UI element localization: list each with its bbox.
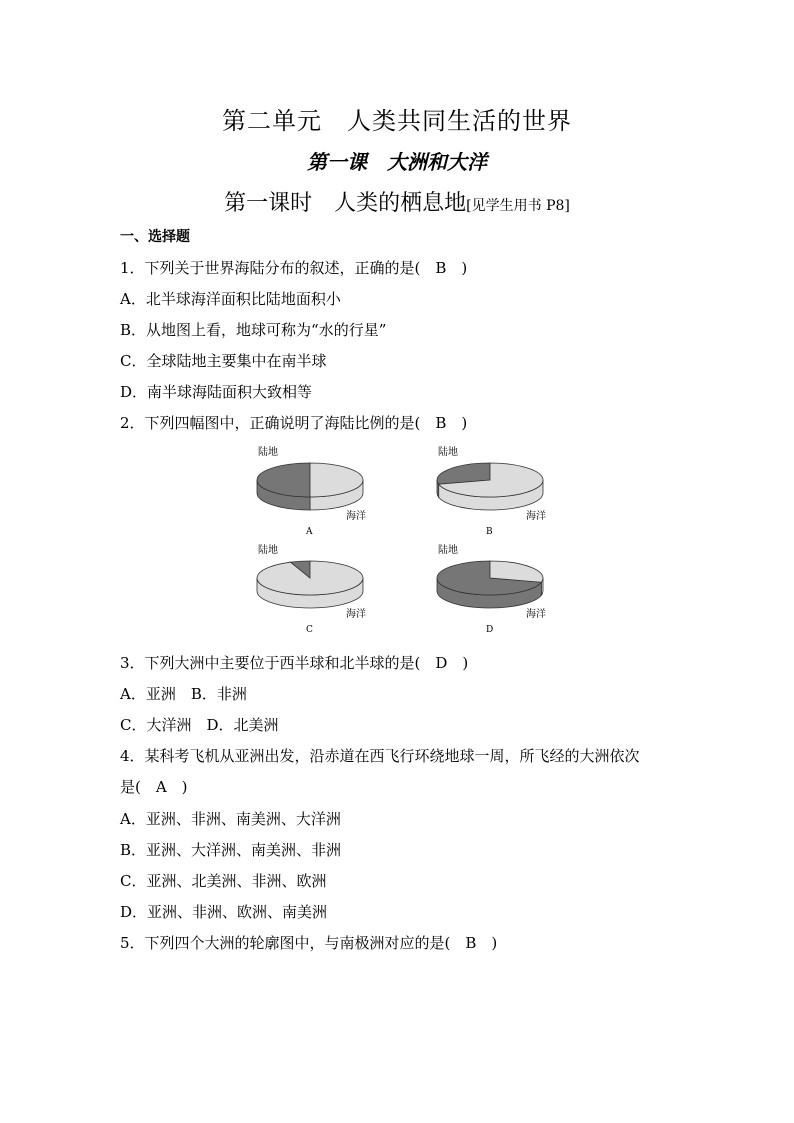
question-3-options-cd: C．大洋洲 D．北美洲 (120, 716, 279, 734)
pie-chart-figure (245, 440, 565, 640)
ocean-label: 海洋 (526, 511, 546, 522)
land-label: 陆地 (438, 545, 458, 556)
pie-chart-svg (245, 440, 565, 640)
land-label: 陆地 (258, 447, 278, 458)
question-4-option-d: D．亚洲、非洲、欧洲、南美洲 (120, 903, 328, 921)
ocean-label: 海洋 (346, 511, 366, 522)
unit-title: 第二单元 人类共同生活的世界 (222, 107, 572, 135)
land-label: 陆地 (258, 545, 278, 556)
question-3-stem: 3．下列大洲中主要位于西半球和北半球的是( D ) (120, 654, 469, 672)
question-2-stem: 2．下列四幅图中，正确说明了海陆比例的是( B ) (120, 414, 468, 432)
lesson-title: 第一课 大洲和大洋 (307, 150, 487, 174)
question-1-option-d: D．南半球海陆面积大致相等 (120, 383, 313, 401)
question-1-option-a: A．北半球海洋面积比陆地面积小 (120, 290, 341, 308)
pie-chart-c (257, 543, 366, 635)
land-label: 陆地 (438, 447, 458, 458)
ocean-slice (257, 561, 363, 595)
ocean-label: 海洋 (526, 609, 546, 620)
section-heading: 一、选择题 (120, 229, 190, 245)
question-5-stem: 5．下列四个大洲的轮廓图中，与南极洲对应的是( B ) (120, 934, 498, 952)
question-3-options-ab: A．亚洲 B．非洲 (120, 685, 247, 703)
pie-chart-id-label: C (306, 625, 313, 635)
question-4-option-c: C．亚洲、北美洲、非洲、欧洲 (120, 872, 327, 890)
question-4-stem-continued: 是( A ) (120, 778, 188, 796)
question-1-stem: 1．下列关于世界海陆分布的叙述，正确的是( B ) (120, 259, 468, 277)
pie-chart-b (437, 445, 546, 537)
pie-chart-id-label: B (486, 527, 493, 537)
question-4-option-a: A．亚洲、非洲、南美洲、大洋洲 (120, 810, 341, 828)
ocean-slice (490, 561, 543, 582)
period-title-line (0, 186, 794, 217)
pie-chart-id-label: D (486, 625, 494, 635)
pie-chart-id-label: A (306, 527, 313, 537)
ocean-label: 海洋 (346, 609, 366, 620)
page-reference: [见学生用书 P8] (466, 198, 570, 214)
pie-chart-a (257, 445, 366, 537)
pie-chart-d (437, 543, 546, 635)
question-4-stem: 4．某科考飞机从亚洲出发，沿赤道在西飞行环绕地球一周，所飞经的大洲依次 (120, 747, 640, 765)
period-title: 第一课时 人类的栖息地 (224, 191, 467, 216)
question-1-option-c: C．全球陆地主要集中在南半球 (120, 352, 327, 370)
question-4-option-b: B．亚洲、大洋洲、南美洲、非洲 (120, 841, 342, 859)
question-1-option-b: B．从地图上看，地球可称为“水的行星” (120, 321, 387, 339)
